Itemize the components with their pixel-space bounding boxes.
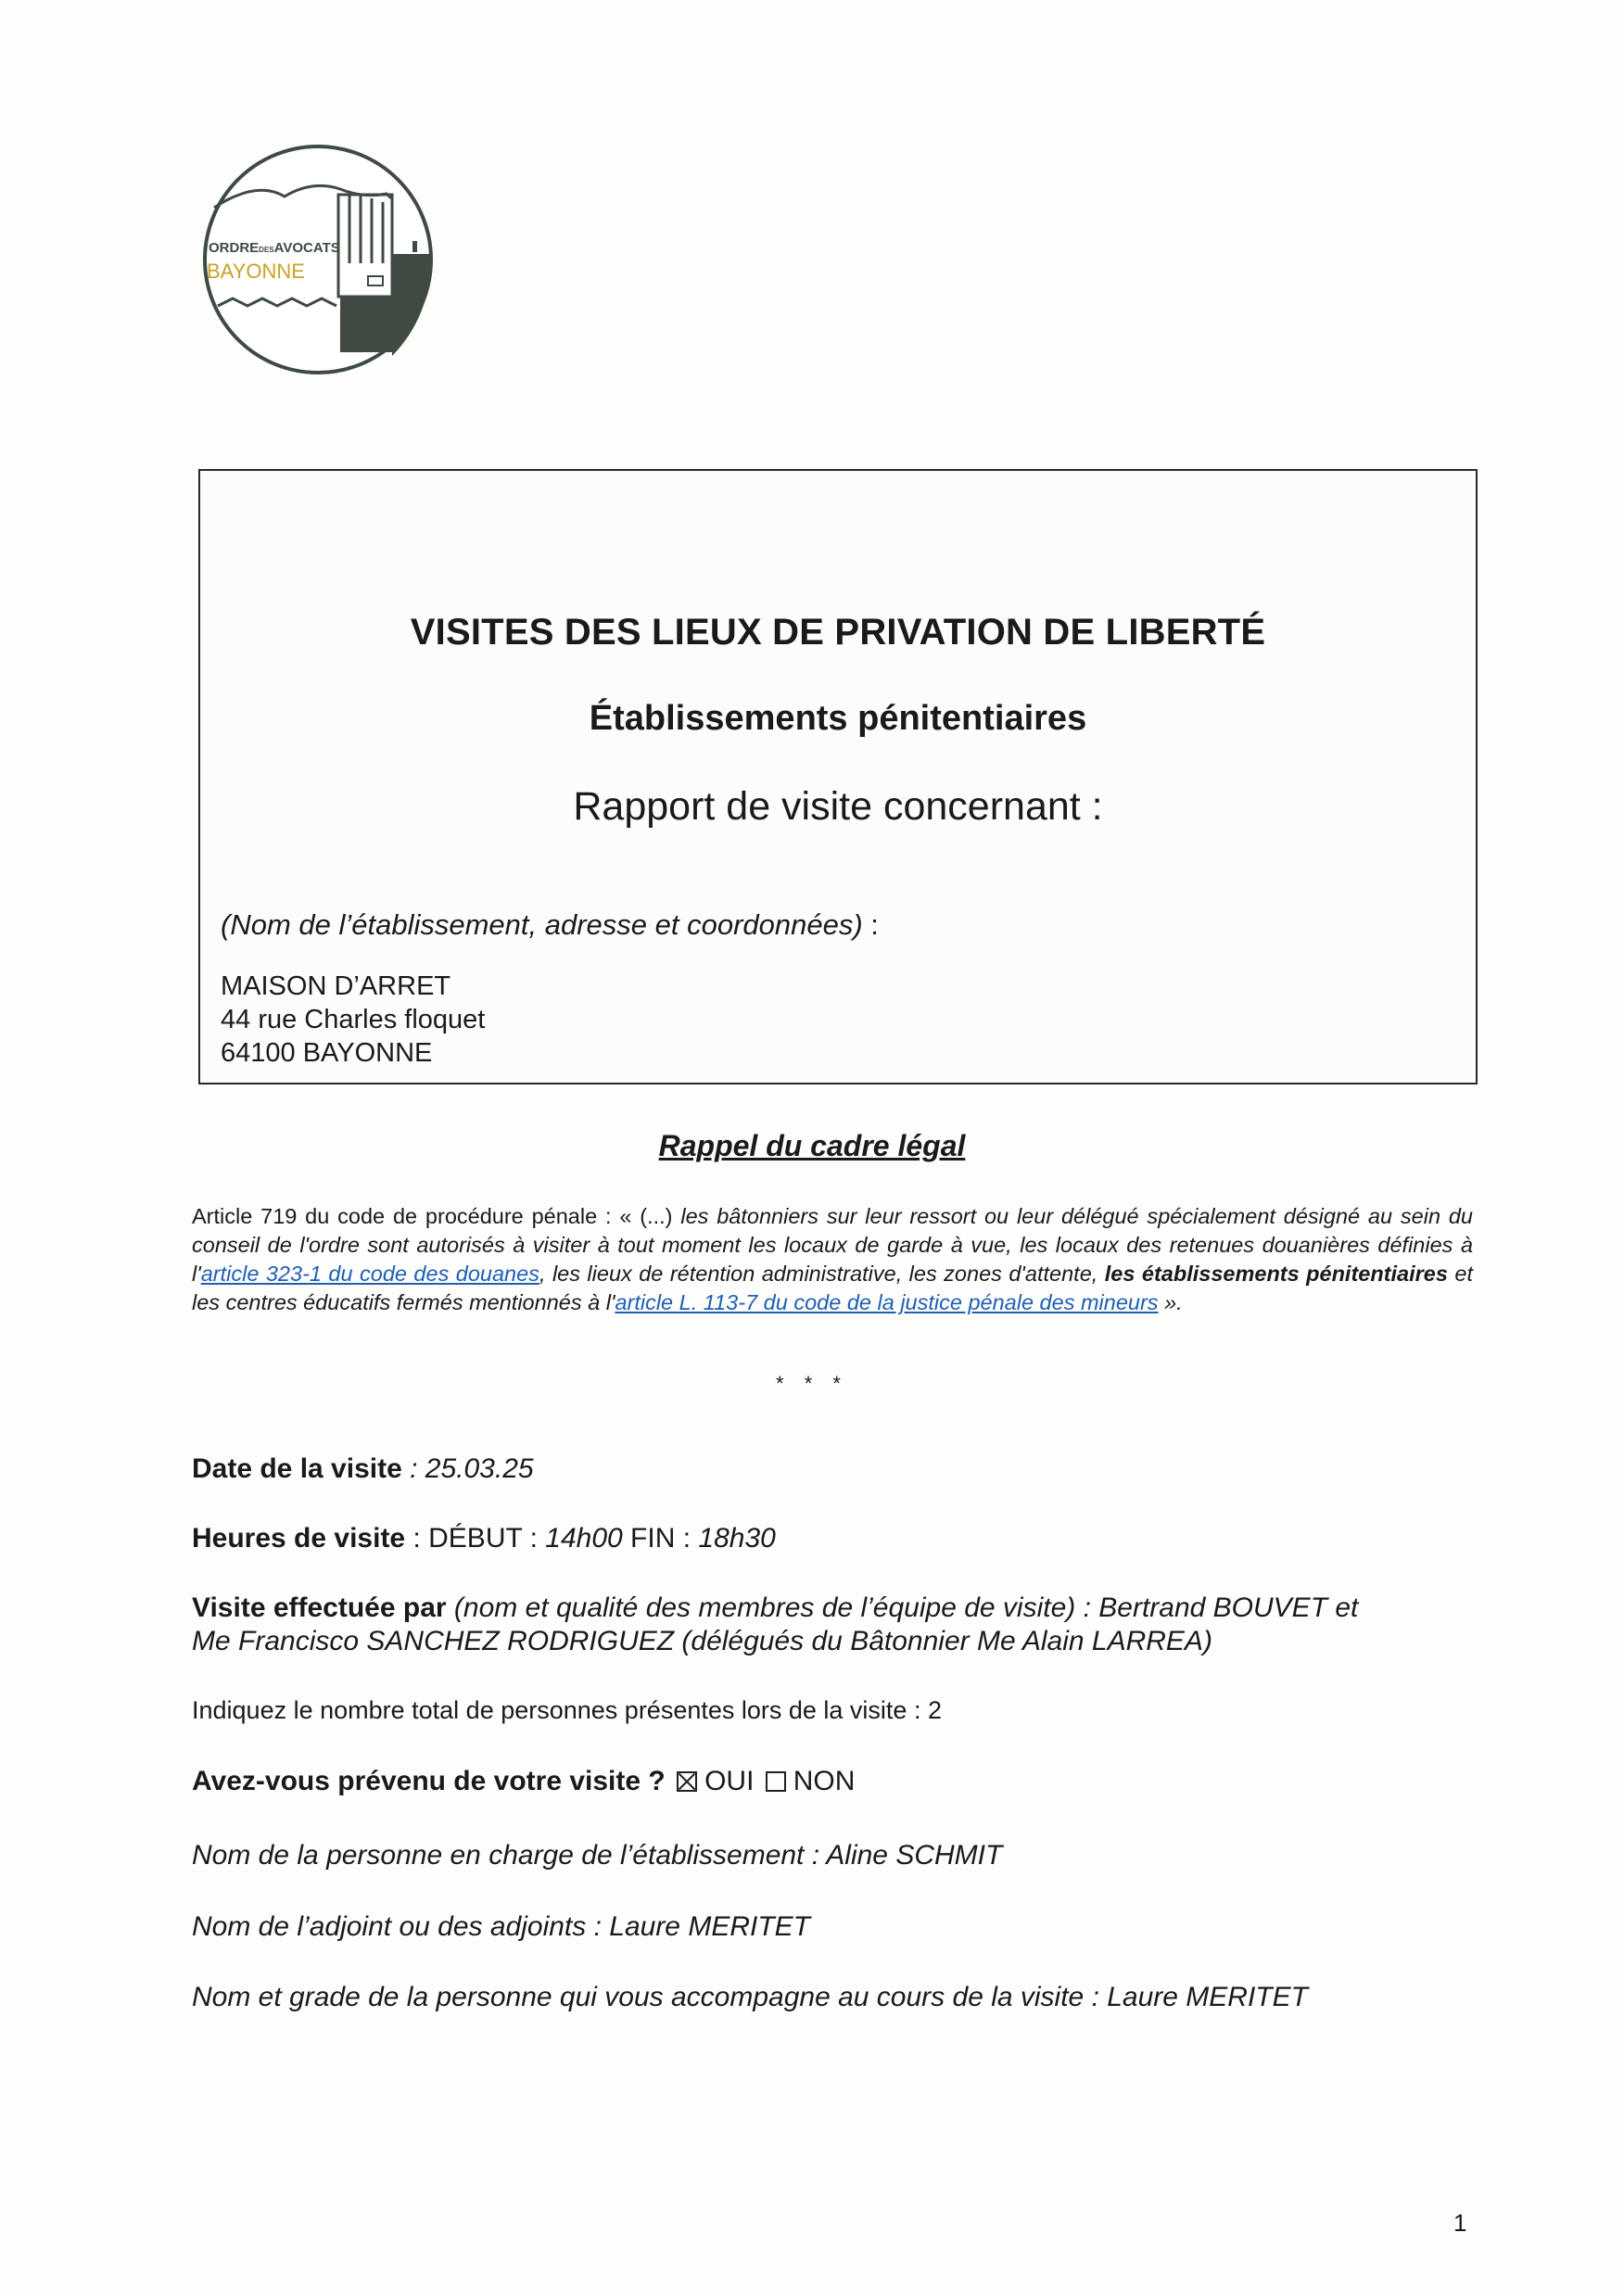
non-label: NON bbox=[793, 1766, 856, 1796]
advance-notice: Avez-vous prévenu de votre visite ? OUI NON bbox=[192, 1766, 856, 1796]
address-line-3: 64100 BAYONNE bbox=[221, 1038, 433, 1068]
logo-line1: ORDREDESAVOCATS bbox=[209, 240, 340, 256]
people-count: Indiquez le nombre total de personnes présentes lors de la visite : 2 bbox=[192, 1696, 942, 1724]
juvenile-justice-code-link[interactable]: article L. 113-7 du code de la justice pénale des mineurs bbox=[615, 1290, 1159, 1314]
escort-person: Nom et grade de la personne qui vous accompagne au cours de la visite : Laure MERITET bbox=[192, 1982, 1308, 2012]
report-header-box bbox=[198, 469, 1478, 1085]
document-title: VISITES DES LIEUX DE PRIVATION DE LIBERTÉ bbox=[410, 612, 1266, 653]
address-line-1: MAISON D’ARRET bbox=[221, 971, 451, 1001]
deputy-names: Nom de l’adjoint ou des adjoints : Laure MERITET bbox=[192, 1911, 810, 1942]
document-subtitle: Établissements pénitentiaires bbox=[589, 699, 1087, 738]
bar-association-logo bbox=[201, 143, 435, 376]
oui-label: OUI bbox=[704, 1766, 755, 1796]
report-heading: Rapport de visite concernant : bbox=[573, 784, 1103, 829]
address-line-2: 44 rue Charles floquet bbox=[221, 1005, 486, 1034]
legal-article-paragraph: Article 719 du code de procédure pénale : « (...) les bâtonniers sur leur ressort ou leur délégué spécialement désigné au sein du conseil de l'ordre sont autorisés à visiter à tout moment les locaux de garde à vue, les locaux des retenues douanières définies à l'article 323-1 du code des douanes, les lieux de rétention administrative, les zones d'attente, les établissements pénitentiaires et les centres éducatifs fermés mentionnés à l'article L. 113-7 du code de la justice pénale des mineurs ». bbox=[192, 1204, 1474, 1314]
visit-team: Visite effectuée par (nom et qualité des membres de l’équipe de visite) : Bertrand BOUVET et bbox=[192, 1592, 1359, 1623]
logo-line2: BAYONNE bbox=[207, 260, 305, 283]
visit-team-continued: Me Francisco SANCHEZ RODRIGUEZ (délégués du Bâtonnier Me Alain LARREA) bbox=[192, 1626, 1212, 1656]
legal-framework-heading: Rappel du cadre légal bbox=[658, 1129, 966, 1162]
customs-code-link[interactable]: article 323-1 du code des douanes bbox=[200, 1262, 539, 1286]
establishment-director: Nom de la personne en charge de l’établissement : Aline SCHMIT bbox=[192, 1840, 1003, 1871]
oui-checkbox[interactable] bbox=[677, 1771, 697, 1792]
section-separator: * * * bbox=[776, 1372, 848, 1395]
visit-date: Date de la visite : 25.03.25 bbox=[192, 1453, 534, 1484]
page-number: 1 bbox=[1453, 2209, 1467, 2237]
establishment-name-prompt: (Nom de l’établissement, adresse et coordonnées) : bbox=[221, 908, 879, 941]
visit-hours: Heures de visite : DÉBUT : 14h00 FIN : 18h30 bbox=[192, 1523, 776, 1554]
non-checkbox[interactable] bbox=[766, 1771, 786, 1792]
